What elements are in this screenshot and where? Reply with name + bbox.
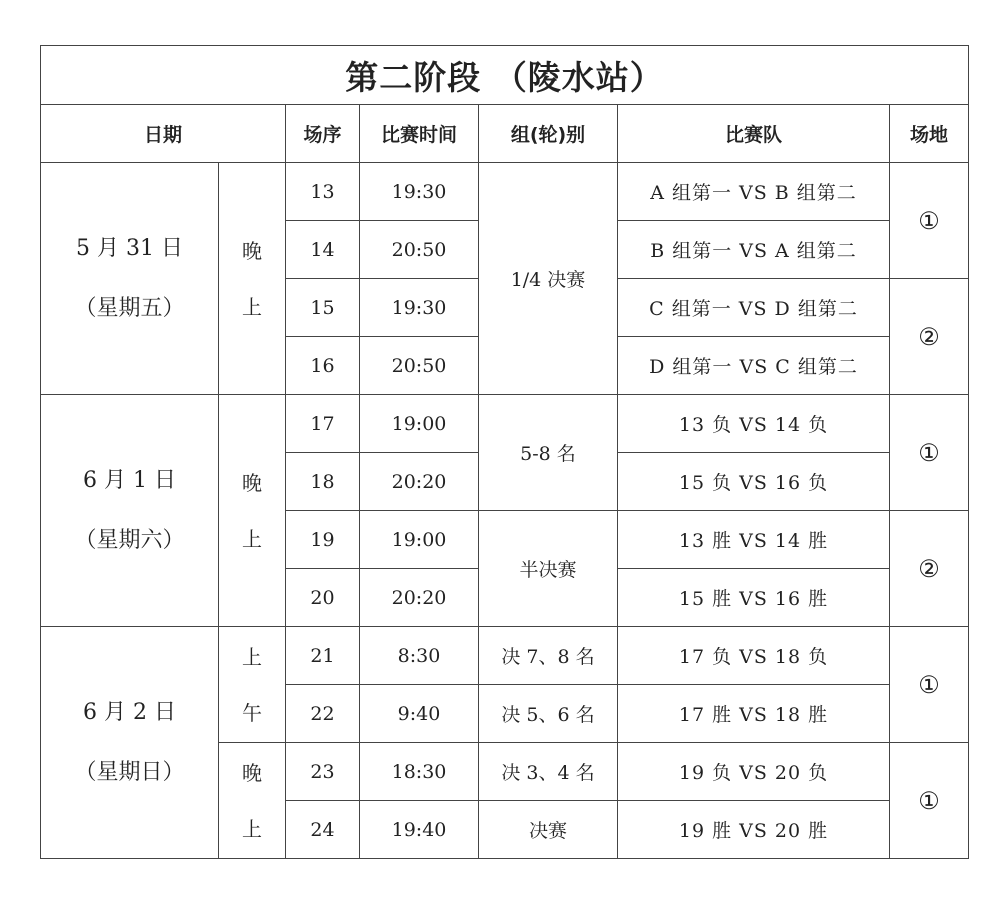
match-number: 13 <box>286 163 360 221</box>
match-time: 20:20 <box>360 453 479 511</box>
match-teams: C 组第一 VS D 组第二 <box>618 279 890 337</box>
table-row <box>41 395 969 453</box>
match-time: 19:40 <box>360 801 479 859</box>
header-date: 日期 <box>41 105 286 163</box>
match-number: 22 <box>286 685 360 743</box>
match-time: 20:20 <box>360 569 479 627</box>
venue-label: ① <box>890 627 969 743</box>
match-time: 8:30 <box>360 627 479 685</box>
match-teams: 15 负 VS 16 负 <box>618 453 890 511</box>
period-char: 晚 <box>242 760 262 785</box>
match-number: 24 <box>286 801 360 859</box>
match-teams: 15 胜 VS 16 胜 <box>618 569 890 627</box>
date-label: 6 月 2 日 <box>83 699 176 725</box>
period-cell <box>219 163 286 395</box>
match-teams: 13 负 VS 14 负 <box>618 395 890 453</box>
match-time: 19:30 <box>360 279 479 337</box>
weekday-label: （星期六） <box>74 527 185 553</box>
page-title: 第二阶段 （陵水站） <box>41 46 969 105</box>
period-char: 上 <box>242 644 262 669</box>
round-label: 决 3、4 名 <box>479 743 618 801</box>
match-teams: 13 胜 VS 14 胜 <box>618 511 890 569</box>
round-label: 决 5、6 名 <box>479 685 618 743</box>
match-number: 19 <box>286 511 360 569</box>
schedule-table <box>40 45 969 859</box>
match-teams: D 组第一 VS C 组第二 <box>618 337 890 395</box>
venue-label: ① <box>890 395 969 511</box>
match-teams: B 组第一 VS A 组第二 <box>618 221 890 279</box>
match-number: 23 <box>286 743 360 801</box>
match-number: 18 <box>286 453 360 511</box>
match-number: 14 <box>286 221 360 279</box>
table-row <box>41 627 969 685</box>
match-time: 18:30 <box>360 743 479 801</box>
match-number: 17 <box>286 395 360 453</box>
round-label: 半决赛 <box>479 511 618 627</box>
header-teams: 比赛队 <box>618 105 890 163</box>
table-row <box>41 163 969 221</box>
match-number: 20 <box>286 569 360 627</box>
date-label: 6 月 1 日 <box>83 467 176 493</box>
period-char: 晚 <box>242 238 262 263</box>
match-time: 20:50 <box>360 337 479 395</box>
header-time: 比赛时间 <box>360 105 479 163</box>
period-char: 午 <box>242 700 262 725</box>
match-time: 9:40 <box>360 685 479 743</box>
match-time: 19:00 <box>360 395 479 453</box>
venue-label: ② <box>890 279 969 395</box>
round-label: 5-8 名 <box>479 395 618 511</box>
venue-label: ① <box>890 163 969 279</box>
date-label: 5 月 31 日 <box>76 235 183 261</box>
venue-label: ① <box>890 743 969 859</box>
match-time: 19:30 <box>360 163 479 221</box>
period-cell <box>219 627 286 743</box>
date-cell <box>41 627 219 859</box>
match-time: 20:50 <box>360 221 479 279</box>
header-group: 组(轮)别 <box>479 105 618 163</box>
match-teams: 19 负 VS 20 负 <box>618 743 890 801</box>
date-cell <box>41 395 219 627</box>
period-char: 上 <box>242 816 262 841</box>
period-char: 上 <box>242 526 262 551</box>
match-number: 16 <box>286 337 360 395</box>
date-cell <box>41 163 219 395</box>
venue-label: ② <box>890 511 969 627</box>
period-cell <box>219 395 286 627</box>
round-label: 决 7、8 名 <box>479 627 618 685</box>
weekday-label: （星期日） <box>74 759 185 785</box>
round-label: 1/4 决赛 <box>479 163 618 395</box>
round-label: 决赛 <box>479 801 618 859</box>
match-time: 19:00 <box>360 511 479 569</box>
match-teams: 17 负 VS 18 负 <box>618 627 890 685</box>
period-char: 上 <box>242 294 262 319</box>
header-order: 场序 <box>286 105 360 163</box>
match-teams: 17 胜 VS 18 胜 <box>618 685 890 743</box>
period-char: 晚 <box>242 470 262 495</box>
match-teams: A 组第一 VS B 组第二 <box>618 163 890 221</box>
match-number: 21 <box>286 627 360 685</box>
header-venue: 场地 <box>890 105 969 163</box>
period-cell <box>219 743 286 859</box>
match-number: 15 <box>286 279 360 337</box>
weekday-label: （星期五） <box>74 295 185 321</box>
match-teams: 19 胜 VS 20 胜 <box>618 801 890 859</box>
